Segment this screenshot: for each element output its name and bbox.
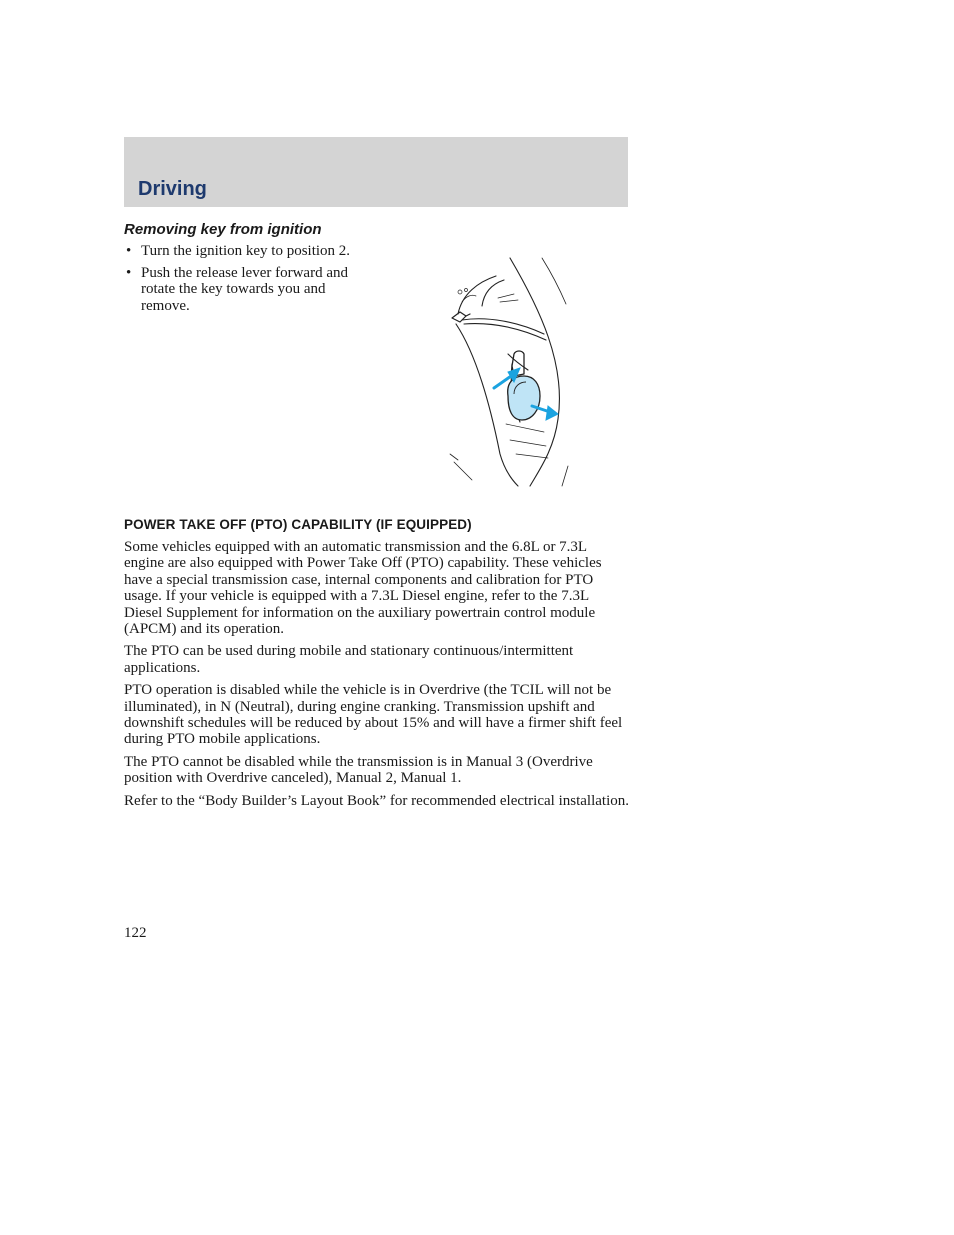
section-title: Driving xyxy=(138,178,207,200)
paragraph: PTO operation is disabled while the vehicle is in Overdrive (the TCIL will not be illuminated), in N (Neutral), during engine cranking. Transmission upshift and downshift schedules will be reduced by about 15% and will have a firmer shift feel during PTO mobile applications. xyxy=(124,682,623,748)
pto-heading: POWER TAKE OFF (PTO) CAPABILITY (IF EQUIPPED) xyxy=(124,517,472,532)
key-removal-steps xyxy=(124,243,374,319)
paragraph: The PTO can be used during mobile and stationary continuous/intermittent applications. xyxy=(124,643,574,676)
key-removal-heading: Removing key from ignition xyxy=(124,221,322,238)
section-header-band xyxy=(124,137,628,207)
bullet-icon: • xyxy=(126,243,132,259)
list-item xyxy=(124,243,374,260)
paragraph: The PTO cannot be disabled while the transmission is in Manual 3 (Overdrive position with Overdrive canceled), Manual 2, Manual 1. xyxy=(124,753,593,787)
pto-body xyxy=(124,539,630,815)
step-text: Push the release lever forward and rotate the key towards you and remove. xyxy=(141,264,348,314)
bullet-icon: • xyxy=(126,264,132,281)
ignition-key-removal-illustration xyxy=(448,254,570,488)
paragraph: Refer to the “Body Builder’s Layout Book” for recommended electrical installation. xyxy=(124,792,629,809)
step-text: Turn the ignition key to position 2. xyxy=(141,243,351,259)
paragraph: Some vehicles equipped with an automatic transmission and the 6.8L or 7.3L engine are also equipped with Power Take Off (PTO) capability. These vehicles have a special transmission case, internal components and calibration for PTO usage. If your vehicle is equipped with a 7.3L Diesel engine, refer to the 7.3L Diesel Supplement for information on the auxiliary powertrain control module (APCM) and its operation. xyxy=(124,539,602,638)
list-item xyxy=(124,265,374,315)
page-number: 122 xyxy=(124,925,147,941)
